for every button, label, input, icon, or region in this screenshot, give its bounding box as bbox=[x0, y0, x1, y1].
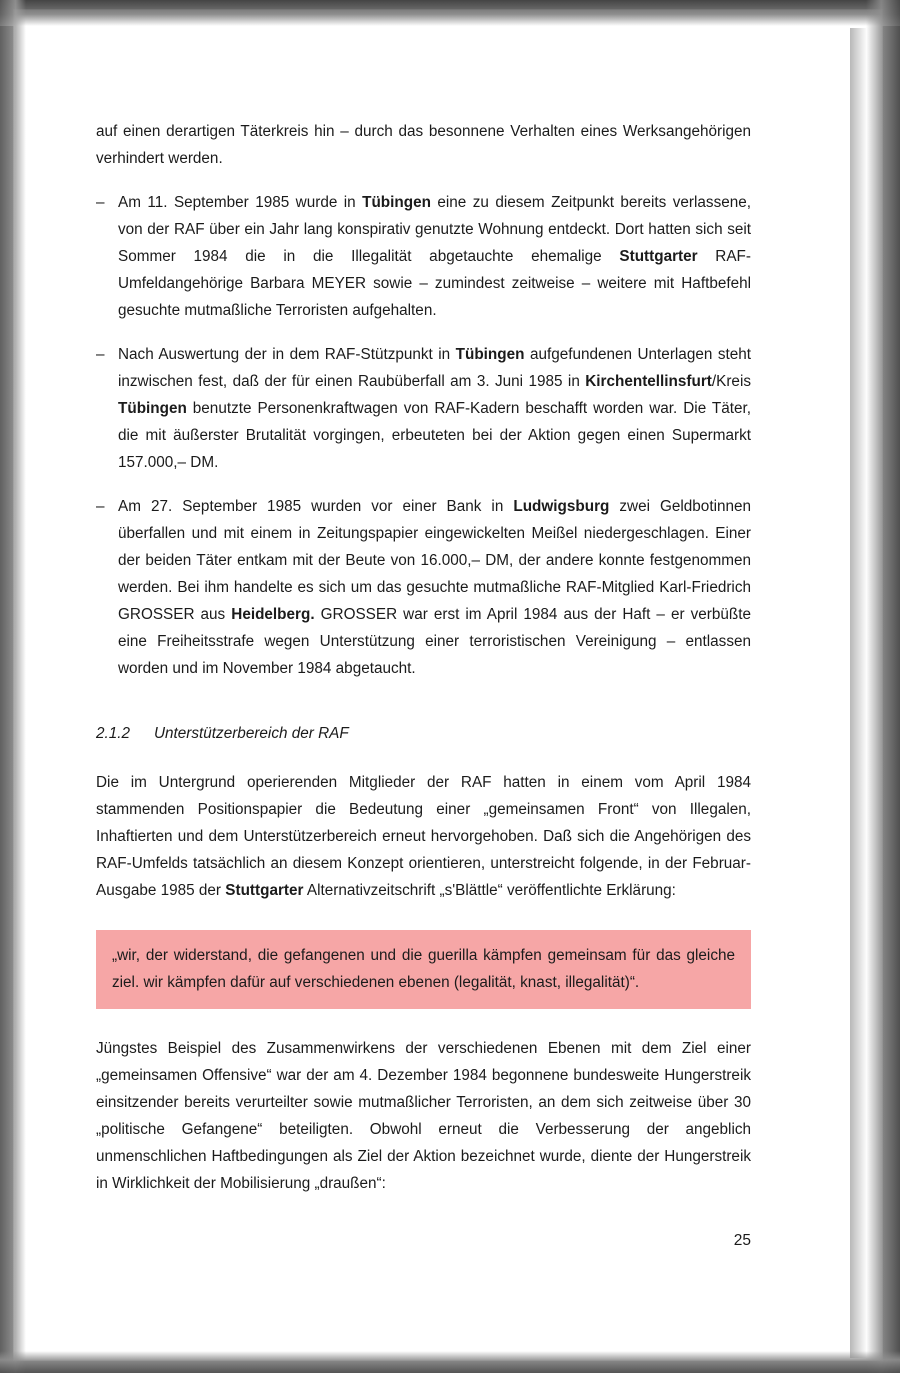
place-name: Heidelberg. bbox=[231, 606, 315, 623]
text-run: aufgefundenen Unterlagen steht inzwischen fest, daß der für einen Raubüberfall am 3. Juni 1985 in bbox=[118, 346, 751, 390]
place-name: Kirchentellinsfurt bbox=[585, 373, 712, 390]
highlighted-quote bbox=[96, 930, 751, 1009]
text-run: Nach Auswertung der in dem RAF-Stützpunkt in bbox=[118, 346, 456, 363]
intro-paragraph-text bbox=[96, 118, 751, 172]
text-run: Am 11. September 1985 wurde in bbox=[118, 194, 363, 211]
page-fold-shadow bbox=[850, 28, 866, 1358]
text-run: GROSSER war erst im April 1984 aus der Haft – er verbüßte eine Freiheitsstrafe wegen Unterstützung einer terroristischen Vereinigung – entlassen worden und im November 1984 abgetaucht. bbox=[118, 606, 751, 677]
place-name: Stuttgarter bbox=[619, 248, 698, 265]
list-item bbox=[96, 341, 751, 476]
closing-paragraph bbox=[96, 1035, 751, 1197]
list-item-body bbox=[118, 341, 751, 476]
place-name: Stuttgarter bbox=[225, 882, 304, 899]
list-item bbox=[96, 493, 751, 682]
list-marker: – bbox=[96, 194, 105, 211]
highlighted-quote-text: „wir, der widerstand, die gefangenen und die guerilla kämpfen gemeinsam für das gleiche ziel. wir kämpfen dafür auf verschiedenen ebenen (legalität, knast, illegalität)“. bbox=[112, 947, 735, 991]
list-item-body bbox=[118, 189, 751, 324]
intro-paragraph bbox=[96, 118, 751, 172]
list-item-text bbox=[118, 493, 751, 682]
list-item-body bbox=[118, 493, 751, 682]
section-number: 2.1.2 bbox=[96, 725, 131, 742]
text-run: Die im Untergrund operierenden Mitglieder der RAF hatten in einem vom April 1984 stammenden Positionspapier die Bedeutung einer „gemeinsamen Front“ von Illegalen, Inhaftierten und dem Unterstützerbereich erneut hervorgehoben. Daß sich die Angehörigen des RAF-Umfelds tatsächlich an diesem Konzept orientieren, unterstreicht folgende, in der Februar-Ausgabe 1985 der bbox=[96, 774, 751, 899]
text-run: eine zu diesem Zeitpunkt bereits verlassene, von der RAF über ein Jahr lang konspirativ genutzte Wohnung entdeckt. Dort hatten sich seit Sommer 1984 die in die Illegalität abgetauchte ehemalige bbox=[118, 194, 751, 265]
text-run: /Kreis bbox=[711, 373, 751, 390]
scan-edge-right bbox=[866, 0, 900, 1373]
document-page bbox=[14, 10, 882, 1360]
place-name: Tübingen bbox=[118, 400, 187, 417]
list-item-text bbox=[118, 341, 751, 476]
text-run: RAF-Umfeldangehörige Barbara MEYER sowie – zumindest zeitweise – weitere mit Haftbefehl gesuchte mutmaßliche Terroristen aufgehalten. bbox=[118, 248, 751, 319]
list-marker: – bbox=[96, 498, 105, 515]
paragraph-after-heading bbox=[96, 769, 751, 904]
section-heading bbox=[96, 720, 751, 747]
closing-paragraph-text: Jüngstes Beispiel des Zusammenwirkens der verschiedenen Ebenen mit dem Ziel einer „gemeinsamen Offensive“ war der am 4. Dezember 1984 begonnene bundesweite Hungerstreik einsitzender bereits verurteilter sowie mutmaßlicher Terroristen, an dem sich zeitweise über 30 „politische Gefangene“ beteiligten. Obwohl erneut die Verbesserung der angeblich unmenschlichen Haftbedingungen als Ziel der Aktion bezeichnet wurde, diente der Hungerstreik in Wirklichkeit der Mobilisierung „draußen“: bbox=[96, 1040, 751, 1192]
scan-edge-bottom bbox=[0, 1351, 900, 1373]
place-name: Ludwigsburg bbox=[513, 498, 610, 515]
page-content bbox=[96, 118, 751, 1214]
place-name: Tübingen bbox=[455, 346, 525, 363]
list-marker: – bbox=[96, 346, 105, 363]
intro-line-b: Werksangehörigen verhindert werden. bbox=[96, 123, 752, 167]
text-run: Alternativzeitschrift „s'Blättle“ veröffentlichte Erklärung: bbox=[303, 882, 676, 899]
place-name: Tübingen bbox=[362, 194, 431, 211]
section-title: Unterstützerbereich der RAF bbox=[154, 725, 349, 742]
list-item-text bbox=[118, 189, 751, 324]
scan-edge-left bbox=[0, 0, 26, 1373]
text-run: zwei Geldbotinnen überfallen und mit einem in Zeitungspapier eingewickelten Meißel niedergeschlagen. Einer der beiden Täter entkam mit der Beute von 16.000,– DM, der andere konnte festgenommen werden. Bei ihm handelte es sich um das gesuchte mutmaßliche RAF-Mitglied Karl-Friedrich GROSSER aus bbox=[118, 498, 751, 623]
page-number: 25 bbox=[733, 1232, 751, 1249]
scan-edge-top bbox=[0, 0, 900, 26]
text-run: Am 27. September 1985 wurden vor einer Bank in bbox=[118, 498, 514, 515]
intro-line-a: auf einen derartigen Täterkreis hin – durch das besonnene Verhalten eines bbox=[96, 123, 618, 140]
list-item bbox=[96, 189, 751, 324]
text-run: benutzte Personenkraftwagen von RAF-Kadern beschafft worden war. Die Täter, die mit äußerster Brutalität vorgingen, erbeuteten bei der Aktion gegen einen Supermarkt 157.000,– DM. bbox=[118, 400, 751, 471]
paragraph-after-heading-text bbox=[96, 769, 751, 904]
